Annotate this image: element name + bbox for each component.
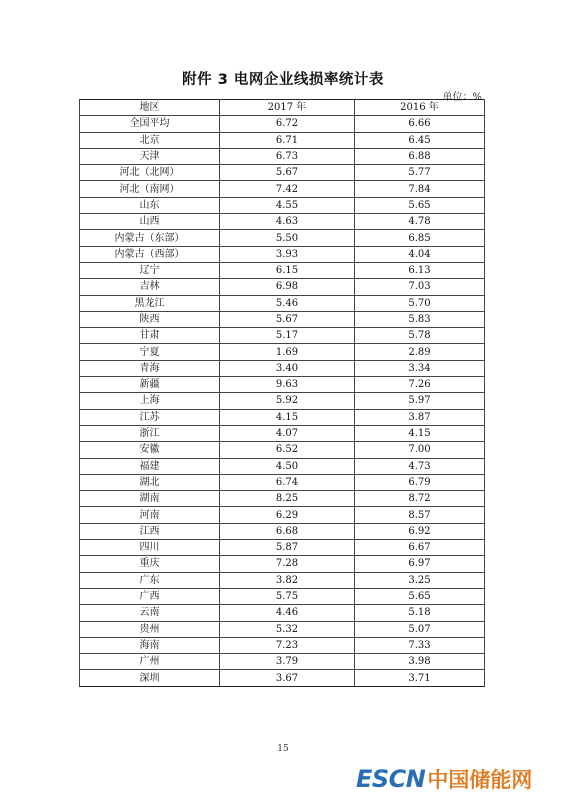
cell-2017: 6.15: [220, 262, 355, 278]
cell-region: 青海: [80, 360, 220, 376]
table-row: [80, 148, 485, 164]
cell-2016: 6.45: [355, 132, 485, 148]
cell-region: 陕西: [80, 311, 220, 327]
cell-2016: 5.65: [355, 197, 485, 213]
cell-2016: 6.92: [355, 523, 485, 539]
cell-2016: 5.70: [355, 295, 485, 311]
table-row: [80, 654, 485, 670]
cell-region: 辽宁: [80, 262, 220, 278]
cell-region: 黑龙江: [80, 295, 220, 311]
cell-region: 贵州: [80, 621, 220, 637]
cell-2017: 8.25: [220, 491, 355, 507]
cell-2016: 7.84: [355, 181, 485, 197]
cell-region: 新疆: [80, 377, 220, 393]
cell-2017: 4.55: [220, 197, 355, 213]
cell-region: 全国平均: [80, 116, 220, 132]
cell-2017: 6.72: [220, 116, 355, 132]
cell-region: 宁夏: [80, 344, 220, 360]
cell-region: 广州: [80, 654, 220, 670]
cell-region: 云南: [80, 605, 220, 621]
table-row: [80, 132, 485, 148]
escn-watermark-logo: [356, 764, 532, 794]
cell-region: 海南: [80, 637, 220, 653]
cell-2017: 6.52: [220, 442, 355, 458]
table-row: [80, 165, 485, 181]
cell-2017: 3.79: [220, 654, 355, 670]
table-row: [80, 588, 485, 604]
cell-region: 四川: [80, 540, 220, 556]
cell-2017: 5.17: [220, 328, 355, 344]
cell-2016: 5.65: [355, 588, 485, 604]
table-row: [80, 523, 485, 539]
page-number: 15: [277, 744, 289, 754]
cell-2017: 7.23: [220, 637, 355, 653]
cell-region: 吉林: [80, 279, 220, 295]
cell-2017: 5.87: [220, 540, 355, 556]
cell-region: 江苏: [80, 409, 220, 425]
table-row: [80, 605, 485, 621]
cell-2016: 6.79: [355, 474, 485, 490]
table-row: [80, 491, 485, 507]
cell-region: 河南: [80, 507, 220, 523]
cell-region: 安徽: [80, 442, 220, 458]
cell-2017: 4.15: [220, 409, 355, 425]
header-region: 地区: [80, 100, 220, 116]
cell-2016: 6.66: [355, 116, 485, 132]
table-row: [80, 621, 485, 637]
cell-2017: 3.93: [220, 246, 355, 262]
cell-region: 内蒙古（西部）: [80, 246, 220, 262]
header-2017: 2017 年: [220, 100, 355, 116]
cell-2016: 7.00: [355, 442, 485, 458]
cell-region: 深圳: [80, 670, 220, 686]
table-row: [80, 458, 485, 474]
cell-2017: 9.63: [220, 377, 355, 393]
cell-2016: 6.67: [355, 540, 485, 556]
cell-2017: 4.46: [220, 605, 355, 621]
cell-2017: 7.28: [220, 556, 355, 572]
cell-region: 湖北: [80, 474, 220, 490]
cell-2016: 4.15: [355, 425, 485, 441]
cell-2017: 3.40: [220, 360, 355, 376]
cell-2017: 1.69: [220, 344, 355, 360]
table-row: [80, 262, 485, 278]
cell-region: 北京: [80, 132, 220, 148]
table-row: [80, 116, 485, 132]
cell-region: 上海: [80, 393, 220, 409]
logo-chinese-text: 中国储能网: [427, 768, 533, 792]
cell-region: 福建: [80, 458, 220, 474]
table-header-row: [80, 100, 485, 116]
table-row: [80, 279, 485, 295]
table-row: [80, 214, 485, 230]
cell-2017: 6.74: [220, 474, 355, 490]
header-2016: 2016 年: [355, 100, 485, 116]
cell-2016: 5.18: [355, 605, 485, 621]
cell-2016: 4.04: [355, 246, 485, 262]
table-row: [80, 637, 485, 653]
line-loss-table: [79, 99, 485, 687]
unit-label: 单位：%: [442, 92, 482, 103]
cell-2016: 8.72: [355, 491, 485, 507]
cell-region: 天津: [80, 148, 220, 164]
table-row: [80, 670, 485, 686]
cell-2017: 3.67: [220, 670, 355, 686]
table-row: [80, 197, 485, 213]
cell-2017: 4.07: [220, 425, 355, 441]
table-row: [80, 425, 485, 441]
cell-2016: 5.77: [355, 165, 485, 181]
table-row: [80, 393, 485, 409]
cell-region: 河北（北网）: [80, 165, 220, 181]
table-row: [80, 572, 485, 588]
table-row: [80, 377, 485, 393]
cell-2016: 3.87: [355, 409, 485, 425]
cell-region: 甘肃: [80, 328, 220, 344]
cell-2016: 6.88: [355, 148, 485, 164]
table-row: [80, 507, 485, 523]
cell-2017: 6.29: [220, 507, 355, 523]
cell-2016: 7.03: [355, 279, 485, 295]
cell-2017: 7.42: [220, 181, 355, 197]
cell-2017: 5.92: [220, 393, 355, 409]
table-row: [80, 181, 485, 197]
table-row: [80, 344, 485, 360]
cell-2016: 4.78: [355, 214, 485, 230]
table-row: [80, 328, 485, 344]
cell-region: 江西: [80, 523, 220, 539]
cell-2016: 5.78: [355, 328, 485, 344]
cell-2016: 2.89: [355, 344, 485, 360]
cell-2016: 3.25: [355, 572, 485, 588]
cell-2017: 4.63: [220, 214, 355, 230]
cell-2017: 4.50: [220, 458, 355, 474]
table-row: [80, 409, 485, 425]
cell-region: 浙江: [80, 425, 220, 441]
document-title: 附件 3 电网企业线损率统计表: [182, 72, 384, 88]
cell-region: 山东: [80, 197, 220, 213]
cell-2016: 5.07: [355, 621, 485, 637]
table-row: [80, 295, 485, 311]
table-row: [80, 311, 485, 327]
cell-2016: 4.73: [355, 458, 485, 474]
cell-2016: 8.57: [355, 507, 485, 523]
cell-2017: 6.98: [220, 279, 355, 295]
cell-2017: 5.46: [220, 295, 355, 311]
cell-2016: 6.13: [355, 262, 485, 278]
cell-2017: 5.75: [220, 588, 355, 604]
cell-2017: 5.67: [220, 165, 355, 181]
cell-2017: 5.50: [220, 230, 355, 246]
cell-2016: 5.83: [355, 311, 485, 327]
cell-region: 广东: [80, 572, 220, 588]
cell-region: 重庆: [80, 556, 220, 572]
cell-region: 广西: [80, 588, 220, 604]
cell-2017: 5.32: [220, 621, 355, 637]
table-row: [80, 540, 485, 556]
cell-region: 河北（南网）: [80, 181, 220, 197]
table-row: [80, 474, 485, 490]
cell-2016: 3.98: [355, 654, 485, 670]
cell-2016: 6.85: [355, 230, 485, 246]
cell-2017: 5.67: [220, 311, 355, 327]
table-row: [80, 556, 485, 572]
logo-latin-text: ESCN: [356, 765, 426, 793]
cell-2017: 3.82: [220, 572, 355, 588]
cell-2016: 5.97: [355, 393, 485, 409]
cell-region: 内蒙古（东部）: [80, 230, 220, 246]
cell-2016: 3.71: [355, 670, 485, 686]
cell-region: 山西: [80, 214, 220, 230]
cell-2017: 6.73: [220, 148, 355, 164]
table-row: [80, 360, 485, 376]
cell-2016: 7.26: [355, 377, 485, 393]
cell-2017: 6.71: [220, 132, 355, 148]
cell-2016: 3.34: [355, 360, 485, 376]
cell-2016: 6.97: [355, 556, 485, 572]
cell-2017: 6.68: [220, 523, 355, 539]
cell-2016: 7.33: [355, 637, 485, 653]
table-row: [80, 442, 485, 458]
table-row: [80, 246, 485, 262]
table-row: [80, 230, 485, 246]
cell-region: 湖南: [80, 491, 220, 507]
